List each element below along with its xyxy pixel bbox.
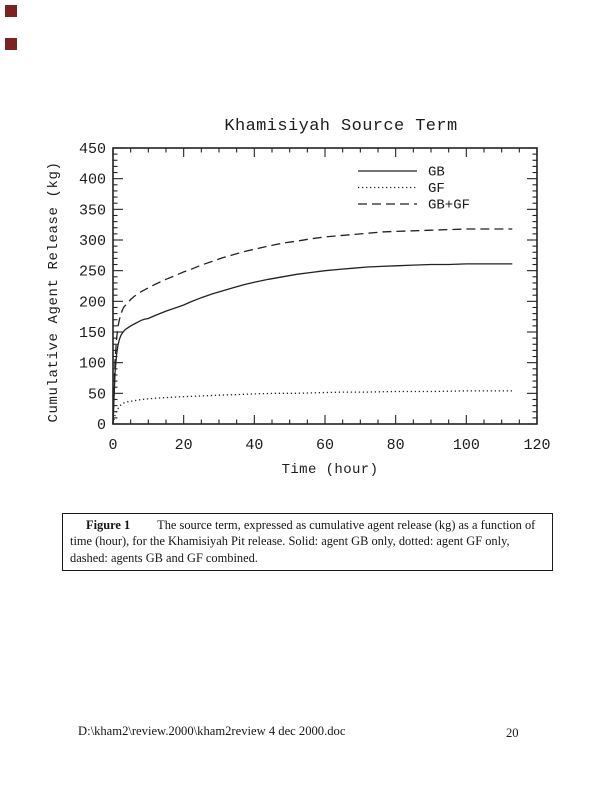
y-tick-label: 450 xyxy=(78,141,106,158)
x-tick-label: 80 xyxy=(386,437,405,454)
figure-caption-label: Figure 1 xyxy=(86,518,131,532)
footer-page-number: 20 xyxy=(506,726,519,740)
y-tick-label: 100 xyxy=(78,355,106,373)
legend-label: GB+GF xyxy=(428,197,471,214)
legend-label: GB xyxy=(428,164,445,181)
curve-gf xyxy=(113,391,512,424)
y-axis-ticks xyxy=(113,148,537,424)
curve-gb xyxy=(113,264,512,424)
x-tick-label: 120 xyxy=(523,437,551,454)
y-tick-label: 200 xyxy=(78,294,106,312)
y-tick-label: 300 xyxy=(78,233,106,250)
figure-caption-text: The source term, expressed as cumulative agent release (kg) as a function of time (hour), for the Khamisiyah Pit release. Solid: agent GB only, dotted: agent GF only, dashed: agents GB and GF combined. xyxy=(70,518,536,565)
y-tick-label: 350 xyxy=(78,202,106,220)
y-axis-label: Cumulative Agent Release (kg) xyxy=(46,161,62,423)
legend xyxy=(358,165,470,214)
y-tick-label: 50 xyxy=(87,386,106,404)
x-tick-label: 40 xyxy=(245,437,264,454)
footer-document-path: D:\kham2\review.2000\kham2review 4 dec 2000.doc xyxy=(78,724,346,738)
y-tick-label: 150 xyxy=(78,325,106,342)
figure-caption xyxy=(70,517,546,566)
figure-caption-box xyxy=(62,513,553,571)
curve-gb-plus-gf xyxy=(113,229,512,424)
x-axis-ticks xyxy=(113,148,537,424)
legend-label: GF xyxy=(428,181,445,197)
x-tick-label: 0 xyxy=(108,437,118,454)
x-axis-label: Time (hour) xyxy=(281,462,379,478)
y-tick-label: 400 xyxy=(78,171,106,189)
y-tick-label: 250 xyxy=(78,263,106,281)
x-tick-label: 20 xyxy=(174,437,193,454)
plot-frame xyxy=(113,148,537,424)
chart-title: Khamisiyah Source Term xyxy=(224,117,458,136)
x-tick-label: 60 xyxy=(315,437,335,454)
x-tick-label: 100 xyxy=(452,437,480,454)
y-tick-label: 0 xyxy=(96,417,106,434)
